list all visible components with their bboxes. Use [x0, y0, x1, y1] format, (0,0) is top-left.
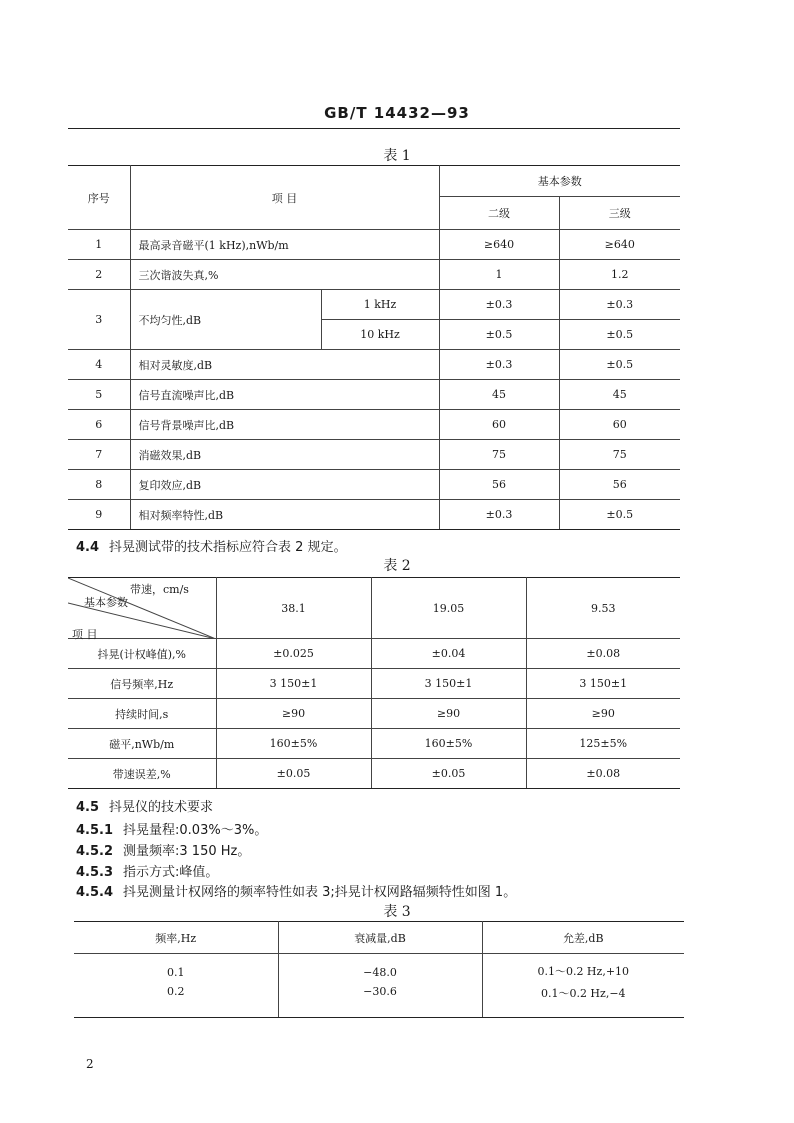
row-value-b: ±0.5 — [559, 320, 680, 350]
row-value-b: 56 — [559, 470, 680, 500]
section-4-5-4 — [76, 881, 516, 900]
table-row — [68, 699, 680, 729]
row-item: 最高录音磁平(1 kHz),nWb/m — [130, 230, 439, 260]
grade-b-header: 三级 — [559, 197, 680, 230]
row-value: 0.1 — [74, 954, 278, 982]
row-value: −48.0 — [278, 954, 482, 982]
table-row — [68, 410, 680, 440]
section-text: 抖晃仪的技术要求 — [109, 800, 214, 815]
section-4-5 — [76, 796, 213, 815]
section-number: 4.5.3 — [76, 865, 114, 880]
table-row — [68, 500, 680, 530]
row-value: ±0.05 — [371, 759, 526, 789]
row-value-a: ±0.3 — [439, 350, 559, 380]
section-number: 4.4 — [76, 540, 100, 555]
section-number: 4.5.1 — [76, 823, 114, 838]
row-label: 抖晃(计权峰值),% — [68, 639, 216, 669]
table-row — [68, 759, 680, 789]
table-row — [68, 230, 680, 260]
row-value: 3 150±1 — [526, 669, 680, 699]
corner-item-label: 项 目 — [72, 628, 98, 641]
table-row — [68, 380, 680, 410]
row-value-a: 56 — [439, 470, 559, 500]
row-value: 3 150±1 — [371, 669, 526, 699]
col-index-header: 序号 — [68, 166, 130, 230]
section-number: 4.5 — [76, 800, 100, 815]
table-row — [68, 260, 680, 290]
row-value: ±0.08 — [526, 759, 680, 789]
row-value-a: ≥640 — [439, 230, 559, 260]
row-value-a: 60 — [439, 410, 559, 440]
section-4-4 — [76, 536, 347, 555]
corner-params-label: 基本参数 — [84, 596, 128, 609]
row-item: 消磁效果,dB — [130, 440, 439, 470]
row-value-a: 75 — [439, 440, 559, 470]
row-value-a: ±0.3 — [439, 290, 559, 320]
row-value: 125±5% — [526, 729, 680, 759]
standard-header: GB/T 14432—93 — [324, 104, 470, 122]
row-value: ≥90 — [526, 699, 680, 729]
row-value-b: ±0.5 — [559, 500, 680, 530]
table-row — [68, 729, 680, 759]
table-row — [74, 982, 684, 1018]
section-4-5-2 — [76, 840, 250, 859]
table1 — [68, 165, 680, 530]
row-value: ±0.04 — [371, 639, 526, 669]
table-row — [74, 954, 684, 982]
table2-corner-cell — [68, 578, 216, 639]
row-value-b: 60 — [559, 410, 680, 440]
row-value: 160±5% — [371, 729, 526, 759]
row-value-a: 1 — [439, 260, 559, 290]
col-header-tolerance: 允差,dB — [482, 922, 684, 954]
row-label: 磁平,nWb/m — [68, 729, 216, 759]
col-header-attenuation: 衰减量,dB — [278, 922, 482, 954]
row-value-a: ±0.5 — [439, 320, 559, 350]
speed-header: 9.53 — [526, 578, 680, 639]
row-value-b: 1.2 — [559, 260, 680, 290]
row-value-b: 75 — [559, 440, 680, 470]
row-item: 三次谐波失真,% — [130, 260, 439, 290]
col-header-frequency: 频率,Hz — [74, 922, 278, 954]
row-item: 信号直流噪声比,dB — [130, 380, 439, 410]
row-value-b: ±0.5 — [559, 350, 680, 380]
corner-speed-label: 带速，cm/s — [130, 583, 189, 596]
section-text: 抖晃测量计权网络的频率特性如表 3;抖晃计权网路辐频特性如图 1。 — [123, 885, 517, 900]
row-index: 1 — [68, 230, 130, 260]
row-value: ±0.08 — [526, 639, 680, 669]
row-subitem: 1 kHz — [321, 290, 439, 320]
table-row — [68, 639, 680, 669]
table3 — [74, 921, 684, 1018]
row-index: 6 — [68, 410, 130, 440]
row-item: 相对频率特性,dB — [130, 500, 439, 530]
row-value: 0.1～0.2 Hz,−4 — [482, 982, 684, 1018]
row-item: 不均匀性,dB — [130, 290, 321, 350]
row-index: 9 — [68, 500, 130, 530]
table-row — [68, 440, 680, 470]
col-params-header: 基本参数 — [439, 166, 680, 197]
row-value: 160±5% — [216, 729, 371, 759]
row-value-b: 45 — [559, 380, 680, 410]
table-row — [68, 470, 680, 500]
table-row — [68, 669, 680, 699]
table-row — [68, 350, 680, 380]
section-text: 测量频率:3 150 Hz。 — [123, 844, 251, 859]
speed-header: 19.05 — [371, 578, 526, 639]
row-item: 信号背景噪声比,dB — [130, 410, 439, 440]
section-number: 4.5.2 — [76, 844, 114, 859]
row-index: 4 — [68, 350, 130, 380]
row-index: 2 — [68, 260, 130, 290]
grade-a-header: 二级 — [439, 197, 559, 230]
row-item: 相对灵敏度,dB — [130, 350, 439, 380]
section-text: 指示方式:峰值。 — [123, 865, 219, 880]
row-value: 0.2 — [74, 982, 278, 1018]
row-value: ±0.05 — [216, 759, 371, 789]
row-index: 8 — [68, 470, 130, 500]
row-label: 持续时间,s — [68, 699, 216, 729]
row-value: 0.1～0.2 Hz,+10 — [482, 954, 684, 982]
section-number: 4.5.4 — [76, 885, 114, 900]
table2-caption: 表 2 — [383, 558, 411, 574]
section-4-5-1 — [76, 819, 267, 838]
row-value-b: ±0.3 — [559, 290, 680, 320]
row-item: 复印效应,dB — [130, 470, 439, 500]
row-value-a: 45 — [439, 380, 559, 410]
table-row — [68, 290, 680, 320]
row-subitem: 10 kHz — [321, 320, 439, 350]
row-value: −30.6 — [278, 982, 482, 1018]
table3-caption: 表 3 — [383, 904, 411, 920]
section-4-5-3 — [76, 861, 218, 880]
row-index: 3 — [68, 290, 130, 350]
section-text: 抖晃量程:0.03%～3%。 — [123, 823, 268, 838]
row-value: ≥90 — [371, 699, 526, 729]
section-text: 抖晃测试带的技术指标应符合表 2 规定。 — [109, 540, 347, 555]
row-value: 3 150±1 — [216, 669, 371, 699]
header-rule — [68, 128, 680, 129]
row-value-b: ≥640 — [559, 230, 680, 260]
table1-caption: 表 1 — [383, 148, 411, 164]
row-label: 信号频率,Hz — [68, 669, 216, 699]
row-value: ±0.025 — [216, 639, 371, 669]
row-label: 带速误差,% — [68, 759, 216, 789]
speed-header: 38.1 — [216, 578, 371, 639]
row-index: 5 — [68, 380, 130, 410]
table2 — [68, 577, 680, 789]
row-value-a: ±0.3 — [439, 500, 559, 530]
row-index: 7 — [68, 440, 130, 470]
col-item-header: 项 目 — [130, 166, 439, 230]
page-number: 2 — [86, 1057, 94, 1071]
row-value: ≥90 — [216, 699, 371, 729]
